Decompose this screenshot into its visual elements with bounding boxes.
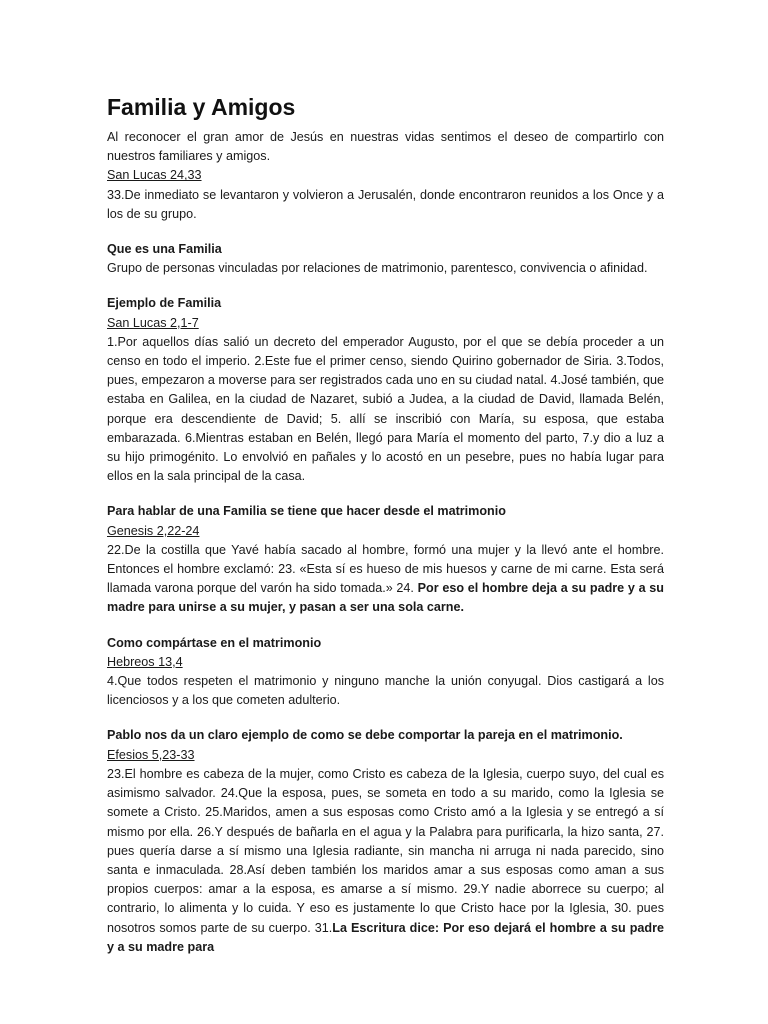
lucas-24-text: 33.De inmediato se levantaron y volvieron a Jerusalén, donde encontraron reunidos a los Once y a los de su grupo. [107,187,664,221]
section-heading-pablo-ejemplo: Pablo nos da un claro ejemplo de como se debe comportar la pareja en el matrimonio. [107,728,623,743]
genesis-2-bold-text: Por eso el hombre deja a su padre y a su madre para unirse a su mujer, y pasan a ser una sola carne. [107,581,664,615]
scripture-reference-genesis-2[interactable]: Genesis 2,22-24 [107,523,200,538]
efesios-5-bold-text: La Escritura dice: Por eso dejará el hombre a su padre y a su madre para [107,920,664,954]
genesis-2-text [107,541,664,618]
intro-paragraph: Al reconocer el gran amor de Jesús en nuestras vidas sentimos el deseo de compartirlo con nuestros familiares y amigos. [107,130,664,164]
scripture-reference-hebreos-13[interactable]: Hebreos 13,4 [107,654,183,669]
scripture-reference-lucas-24[interactable]: San Lucas 24,33 [107,168,202,183]
section-heading-como-compartase: Como compártase en el matrimonio [107,635,322,650]
hebreos-13-text: 4.Que todos respeten el matrimonio y ninguno manche la unión conyugal. Dios castigará a los licenciosos y a los que cometen adulterio. [107,674,664,708]
section-heading-matrimonio: Para hablar de una Familia se tiene que hacer desde el matrimonio [107,504,506,519]
efesios-5-plain-text: 23.El hombre es cabeza de la mujer, como Cristo es cabeza de la Iglesia, cuerpo suyo, del cual es asimismo salvador. 24.Que la esposa, pues, se someta en todo a su marido, como la Iglesia se somete a Cristo. 25.Maridos, amen a sus esposas como Cristo amó a la Iglesia y se entregó a sí mismo por ella. 26.Y después de bañarla en el agua y la Palabra para purificarla, la hizo santa, 27. pues quería darse a sí mismo una Iglesia radiante, sin mancha ni arruga ni nada parecido, sino santa e inmaculada. 28.Así deben también los maridos amar a sus esposas como aman a sus propios cuerpos: amar a la esposa, es amarse a sí mismo. 29.Y nadie aborrece su cuerpo; al contrario, lo alimenta y lo cuida. Y eso es justamente lo que Cristo hace por la Iglesia, 30. pues nosotros somos parte de su cuerpo. 31. [107,766,664,935]
scripture-reference-lucas-2[interactable]: San Lucas 2,1-7 [107,315,199,330]
genesis-2-plain-text: 22.De la costilla que Yavé había sacado al hombre, formó una mujer y la llevó ante el hombre. Entonces el hombre exclamó: 23. «Esta sí es hueso de mis huesos y carne de mi carne. Esta será llamada varona porque del varón ha sido tomada.» 24. [107,542,664,596]
efesios-5-text [107,765,664,957]
familia-definition: Grupo de personas vinculadas por relaciones de matrimonio, parentesco, convivencia o afinidad. [107,261,648,276]
page-title: Familia y Amigos [107,94,296,120]
lucas-2-text: 1.Por aquellos días salió un decreto del emperador Augusto, por el que se debía proceder a un censo en todo el imperio. 2.Este fue el primer censo, siendo Quirino gobernador de Siria. 3.Todos, pues, empezaron a moverse para ser registrados cada uno en su ciudad natal. 4.José también, que estaba en Galilea, en la ciudad de Nazaret, subió a Judea, a la ciudad de David, llamada Belén, porque era descendiente de David; 5. allí se inscribió con María, su esposa, que estaba embarazada. 6.Mientras estaban en Belén, llegó para María el momento del parto, 7.y dio a luz a su hijo primogénito. Lo envolvió en pañales y lo acostó en un pesebre, pues no había lugar para ellos en la sala principal de la casa. [107,334,664,484]
section-heading-ejemplo-familia: Ejemplo de Familia [107,296,222,311]
section-heading-que-es-familia: Que es una Familia [107,242,222,257]
scripture-reference-efesios-5[interactable]: Efesios 5,23-33 [107,747,195,762]
